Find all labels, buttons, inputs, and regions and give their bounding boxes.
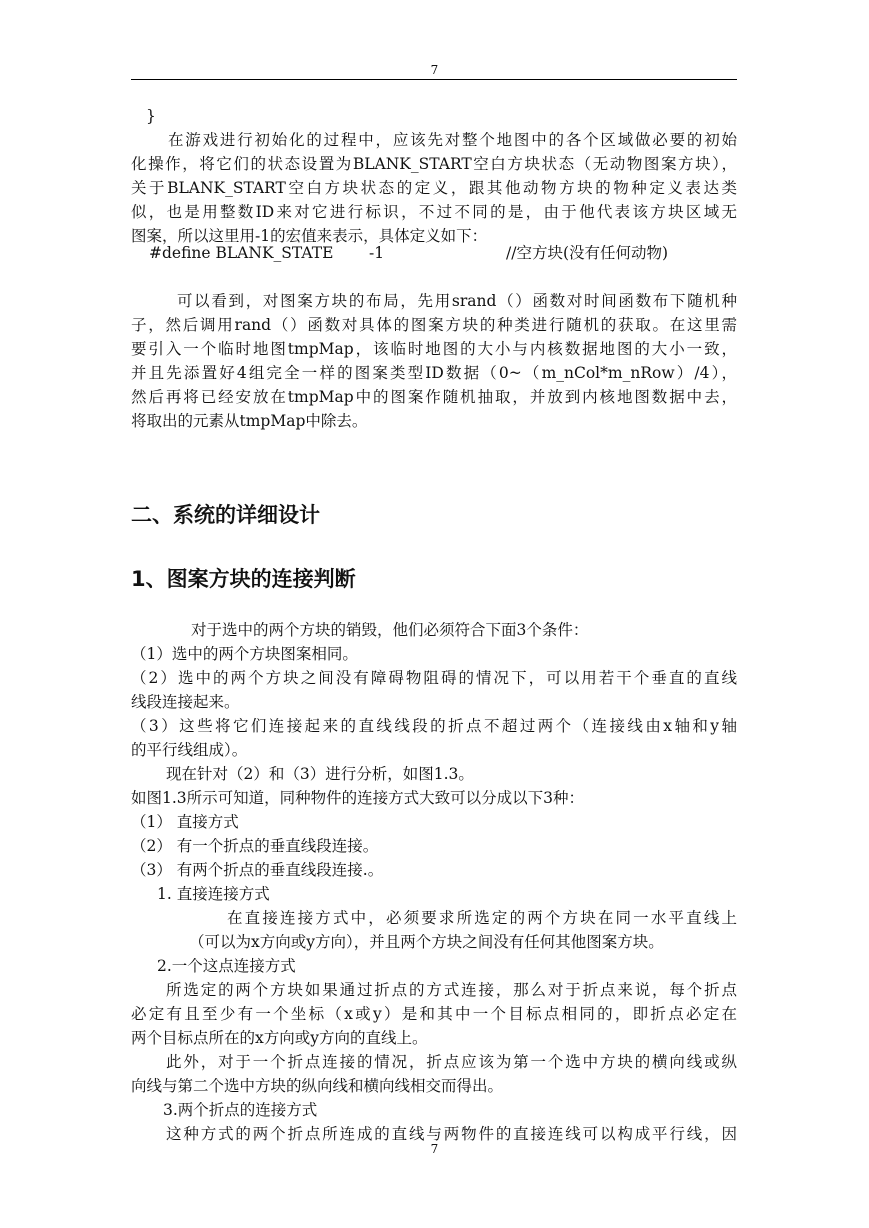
paragraph-line: 要引入一个临时地图tmpMap，该临时地图的大小与内核数据地图的大小一致， — [131, 340, 737, 358]
paragraph-line: 子，然后调用rand（）函数对具体的图案方块的种类进行随机的获取。在这里需 — [131, 316, 737, 334]
paragraph-line: 图案，所以这里用-1的宏值来表示，具体定义如下： — [131, 227, 488, 245]
paragraph-line: 现在针对（2）和（3）进行分析，如图1.3。 — [166, 765, 474, 783]
list-item: （2）选中的两个方块之间没有障碍物阻碍的情况下，可以用若干个垂直的直线 — [131, 669, 737, 687]
list-item: （3） 有两个折点的垂直线段连接.。 — [131, 861, 384, 879]
paragraph-line: 并且先添置好4组完全一样的图案类型ID数据（0~（m_nCol*m_nRow）/4）， — [131, 364, 738, 382]
paragraph-line: 此外，对于一个折点连接的情况，折点应该为第一个选中方块的横向线或纵 — [166, 1053, 737, 1071]
list-item: （3）这些将它们连接起来的直线线段的折点不超过两个（连接线由x轴和y轴 — [131, 717, 737, 735]
list-item: （2） 有一个折点的垂直线段连接。 — [131, 837, 379, 855]
paragraph-line: 所选定的两个方块如果通过折点的方式连接，那么对于折点来说，每个折点 — [166, 981, 737, 999]
list-item: （1） 直接方式 — [131, 813, 239, 831]
subsection-heading: 1、图案方块的连接判断 — [131, 567, 356, 591]
paragraph-line: 如图1.3所示可知道，同种物件的连接方式大致可以分成以下3种： — [131, 789, 585, 807]
footer-page-number: 7 — [430, 1142, 439, 1156]
paragraph-line: 在游戏进行初始化的过程中，应该先对整个地图中的各个区域做必要的初始 — [168, 131, 737, 149]
paragraph-line: 在直接连接方式中，必须要求所选定的两个方块在同一水平直线上 — [227, 909, 737, 927]
paragraph-line: 可以看到，对图案方块的布局，先用srand（）函数对时间函数布下随机种 — [177, 292, 737, 310]
paragraph-line: 两个目标点所在的x方向或y方向的直线上。 — [131, 1029, 428, 1047]
closing-brace: } — [146, 107, 156, 125]
list-item: （1）选中的两个方块图案相同。 — [131, 645, 358, 663]
paragraph-line: 似，也是用整数ID来对它进行标识，不过不同的是，由于他代表该方块区域无 — [131, 203, 737, 221]
paragraph-line: 然后再将已经安放在tmpMap中的图案作随机抽取，并放到内核地图数据中去， — [131, 388, 737, 406]
paragraph-line: （可以为x方向或y方向），并且两个方块之间没有任何其他图案方块。 — [189, 933, 664, 951]
paragraph-line: 线段连接起来。 — [131, 693, 240, 711]
subheading-line: 3.两个折点的连接方式 — [163, 1101, 318, 1119]
define-keyword: #define BLANK_STATE — [149, 244, 334, 262]
paragraph-line: 关于BLANK_START空白方块状态的定义，跟其他动物方块的物种定义表达类 — [131, 179, 737, 197]
subheading-line: 1. 直接连接方式 — [157, 885, 270, 903]
paragraph-line: 必定有且至少有一个坐标（x或y）是和其中一个目标点相同的，即折点必定在 — [131, 1005, 737, 1023]
paragraph-line: 将取出的元素从tmpMap中除去。 — [131, 412, 368, 430]
paragraph-line: 的平行线组成）。 — [131, 741, 248, 759]
define-comment: //空方块(没有任何动物) — [506, 244, 669, 262]
subheading-line: 2.一个这点连接方式 — [157, 957, 296, 975]
header-rule — [131, 79, 737, 80]
section-heading: 二、系统的详细设计 — [131, 503, 320, 527]
paragraph-line: 这种方式的两个折点所连成的直线与两物件的直接连线可以构成平行线，因 — [166, 1125, 737, 1143]
paragraph-line: 向线与第二个选中方块的纵向线和横向线相交而得出。 — [131, 1077, 504, 1095]
paragraph-line: 化操作，将它们的状态设置为BLANK_START空白方块状态（无动物图案方块）， — [131, 155, 737, 173]
paragraph-line: 对于选中的两个方块的销毁，他们必须符合下面3个条件： — [191, 621, 589, 639]
header-page-number: 7 — [430, 63, 439, 77]
define-value: -1 — [369, 244, 385, 262]
